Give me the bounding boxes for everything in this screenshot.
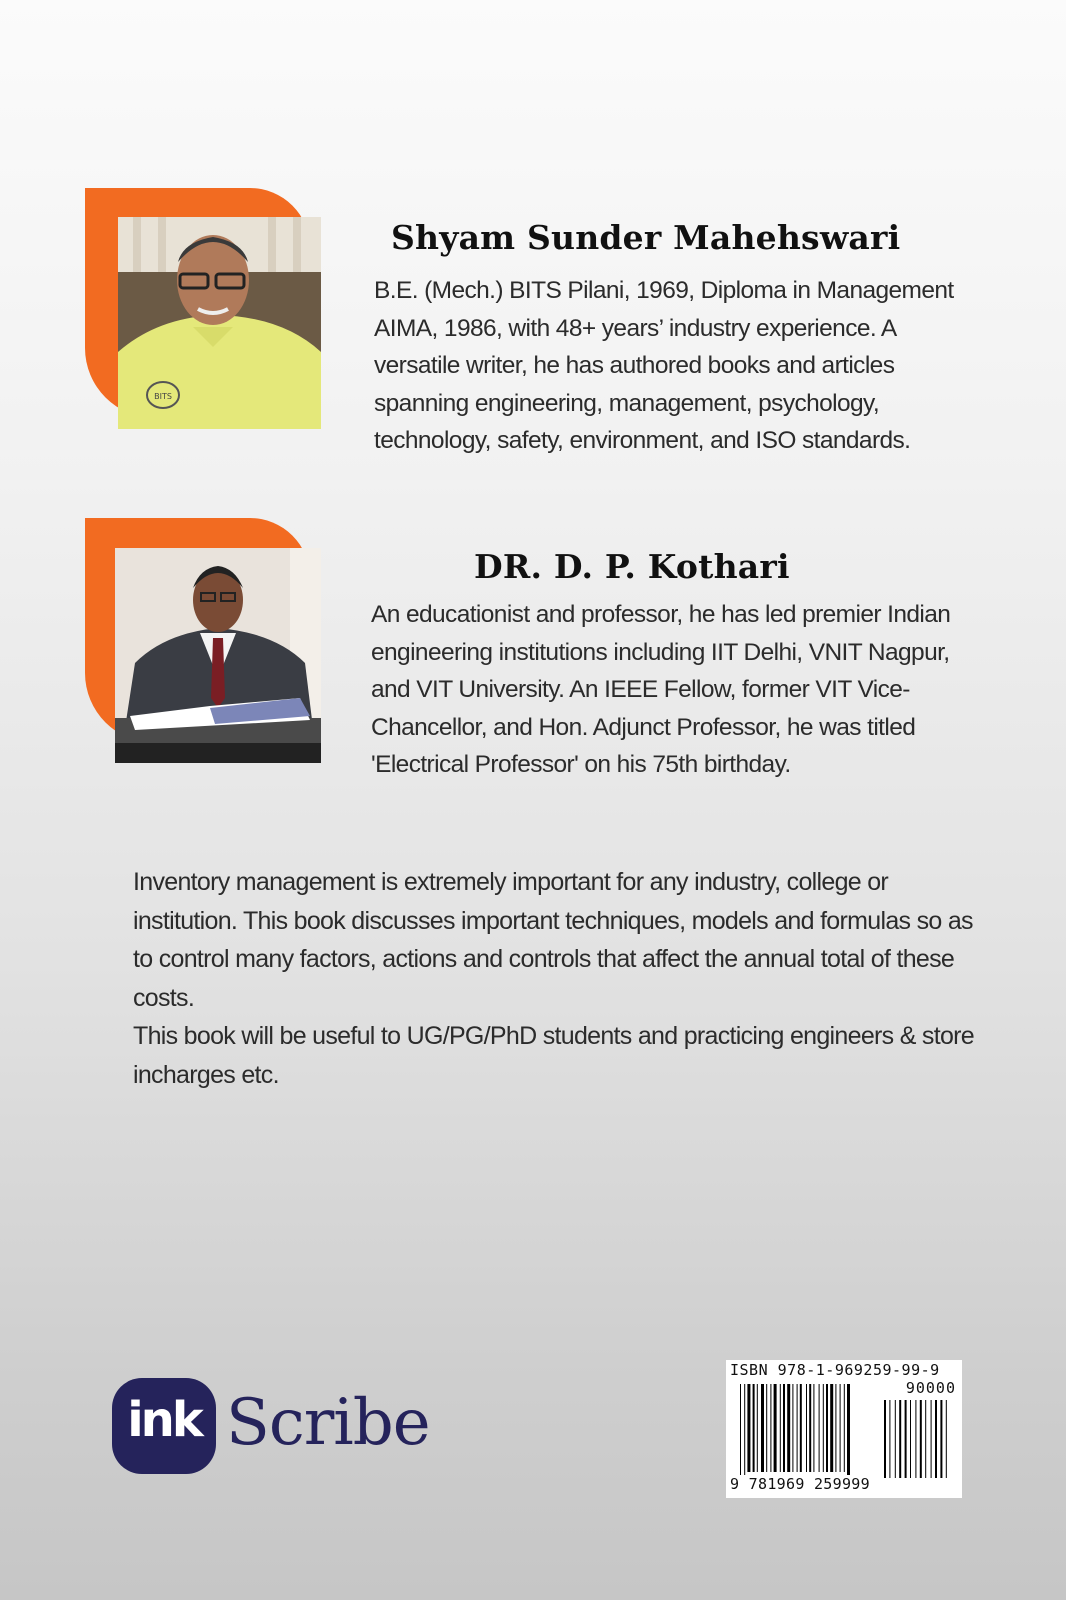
author-2-bio: An educationist and professor, he has led premier Indian engineering institutions including IIT Delhi, VNIT Nagpur, and VIT University. An IEEE Fellow, former VIT Vice-Chancellor, and Hon. Adjunct Professor, he was titled 'Electrical Professor' on his 75th birthday. xyxy=(371,601,951,778)
author-1-photo xyxy=(118,217,321,429)
description-paragraph: This book will be useful to UG/PG/PhD students and practicing engineers & store incharges etc. xyxy=(133,1022,974,1089)
author-2-name: DR. D. P. Kothari xyxy=(474,547,790,586)
price-code: 90000 xyxy=(905,1379,956,1397)
author-2-photo-frame xyxy=(85,518,325,768)
author-1-bio: B.E. (Mech.) BITS Pilani, 1969, Diploma in Management AIMA, 1986, with 48+ years’ industry experience. A versatile writer, he has authored books and articles spanning engineering, management, psychology, technology, safety, environment, and ISO standards. xyxy=(374,277,954,454)
description-paragraph: Inventory management is extremely important for any industry, college or institution. This book discusses important techniques, models and formulas so as to control many factors, actions and controls that affect the annual total of these costs. xyxy=(133,868,973,1012)
publisher-name: Scribe xyxy=(226,1386,430,1460)
author-2-photo xyxy=(115,548,321,763)
author-1-photo-frame xyxy=(85,188,325,433)
book-description xyxy=(133,863,993,1094)
author-1-name: Shyam Sunder Mahehswari xyxy=(391,218,901,257)
shirt-logo-text: BITS xyxy=(154,392,172,401)
barcode-digits: 9 781969 259999 xyxy=(730,1475,870,1493)
ink-badge-text: ink xyxy=(127,1392,201,1448)
ink-badge-icon xyxy=(112,1378,216,1474)
isbn-label: ISBN 978-1-969259-99-9 xyxy=(730,1361,940,1379)
isbn-barcode xyxy=(726,1360,962,1498)
